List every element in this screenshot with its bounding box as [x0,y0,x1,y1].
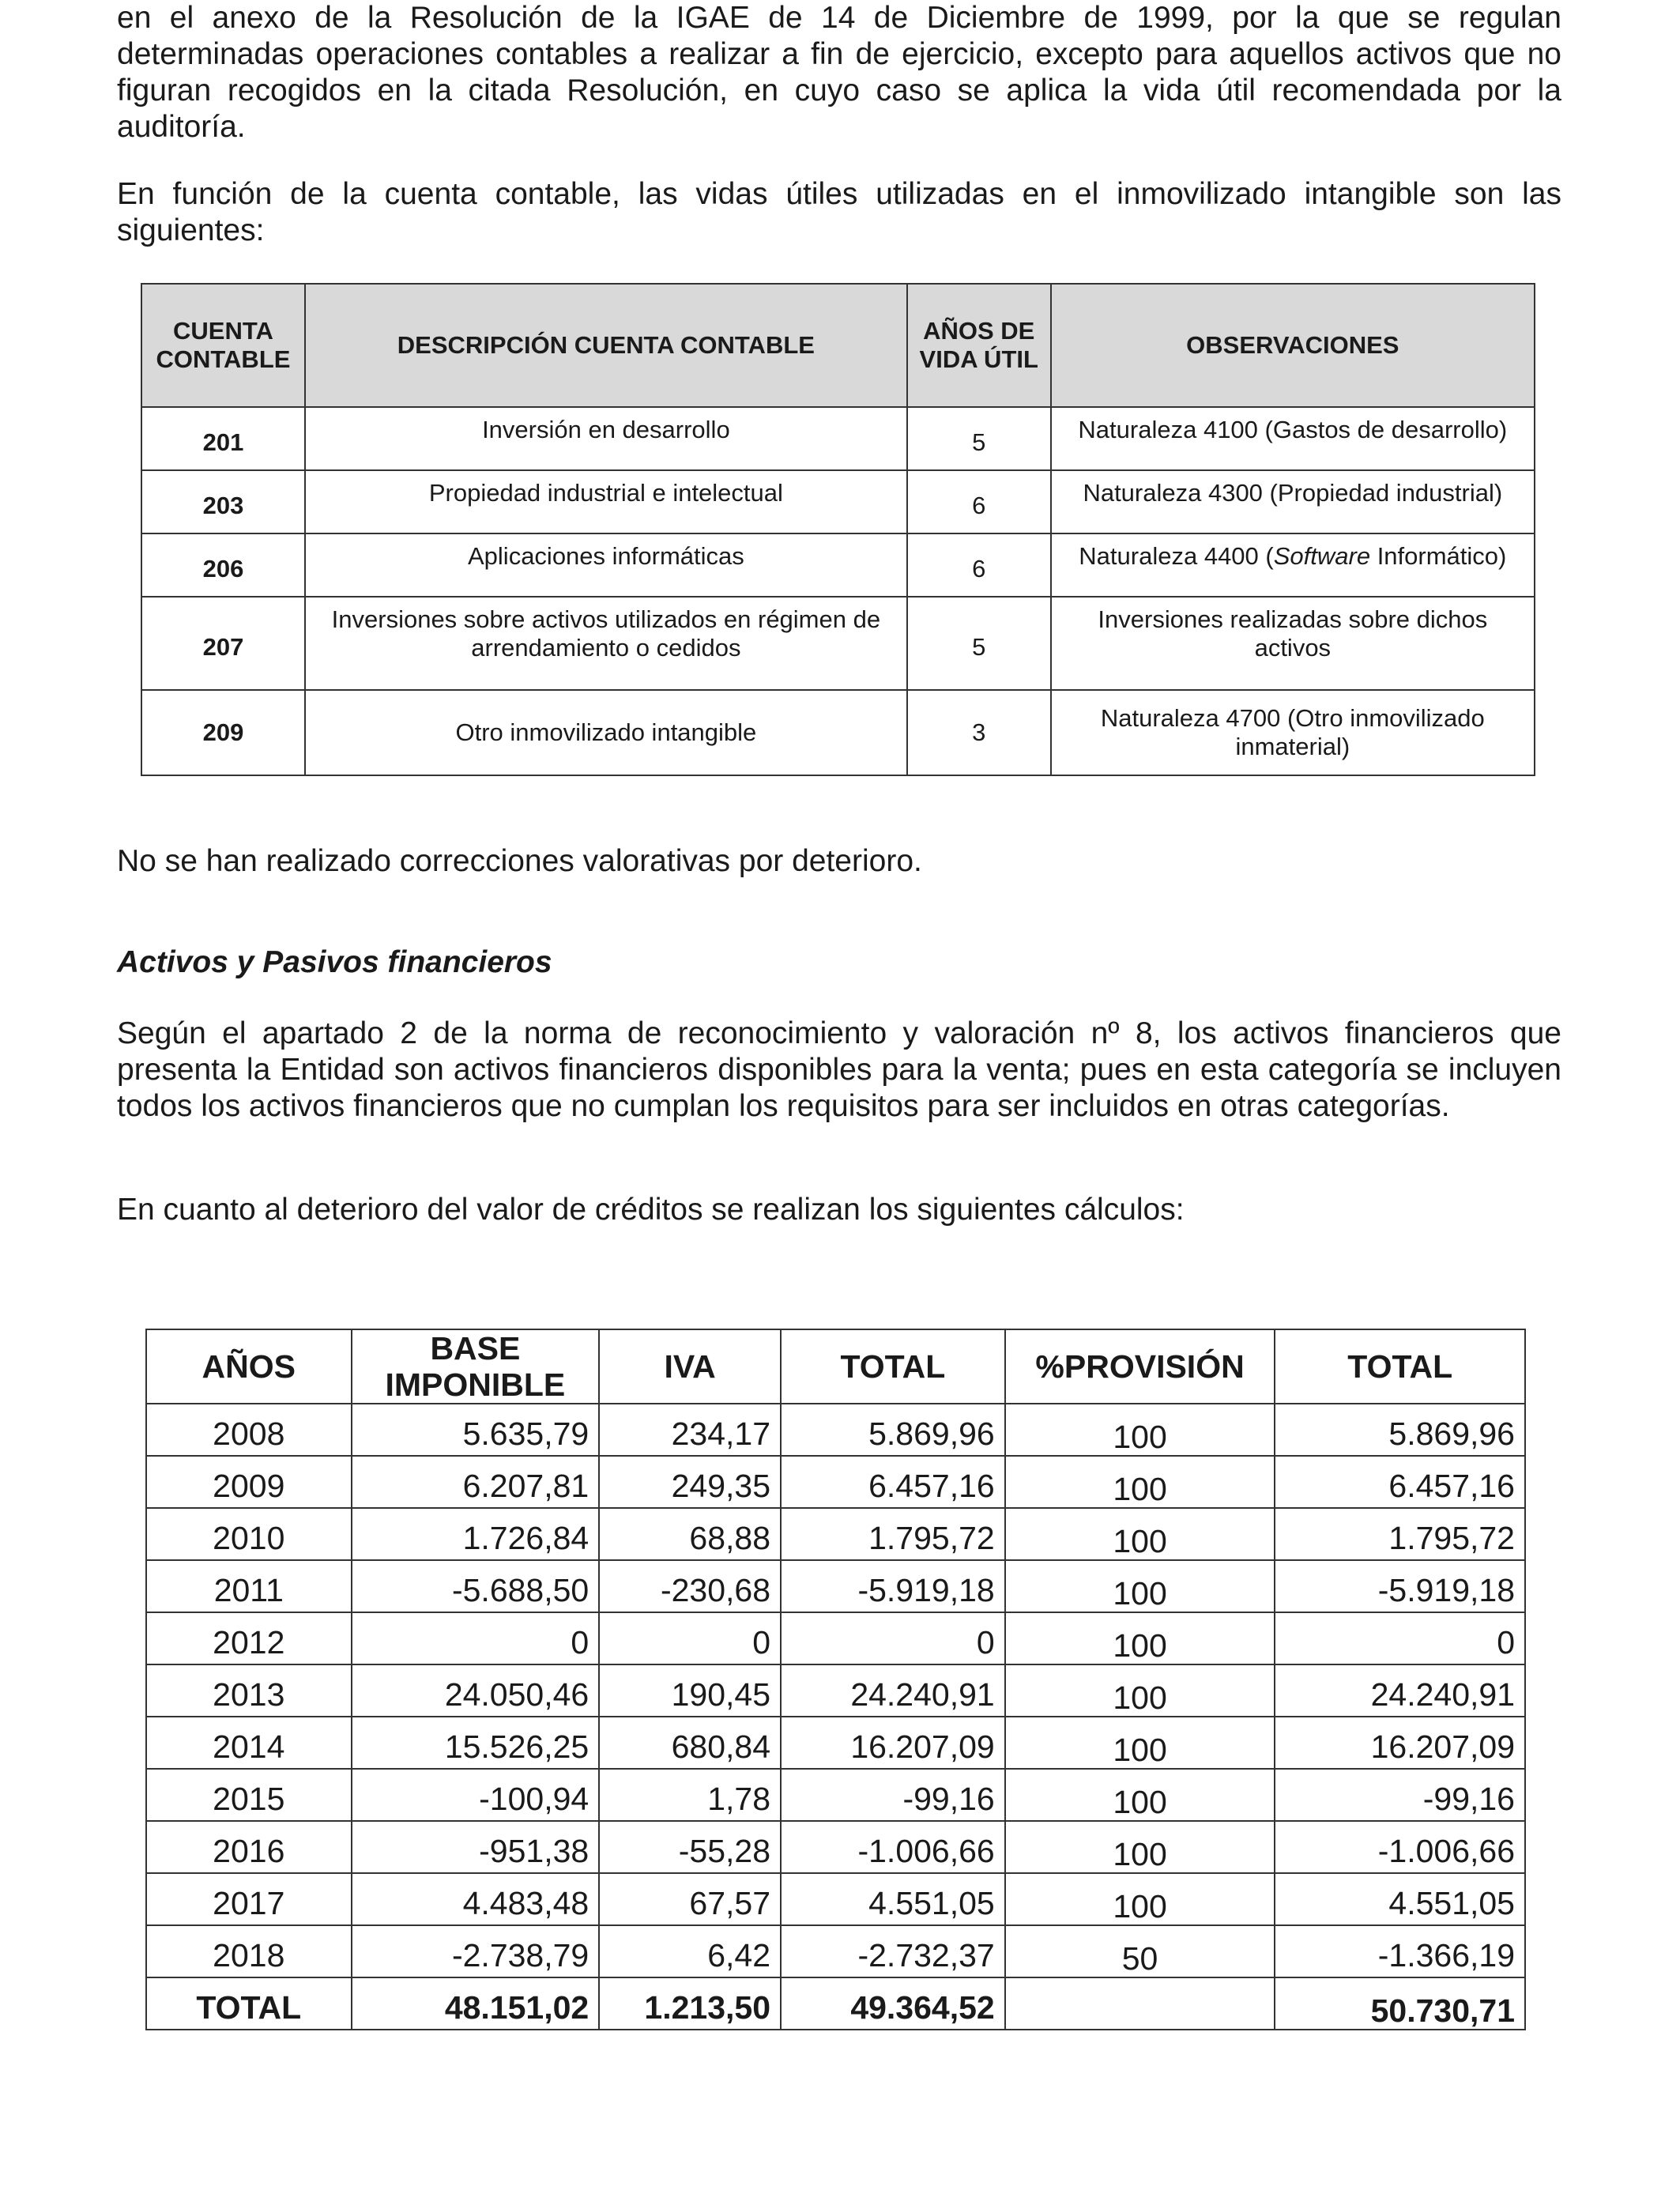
table-row [146,1560,1525,1612]
cell-observaciones [1051,533,1535,597]
table-row [146,1508,1525,1560]
cell-iva: 234,17 [599,1404,781,1456]
cell-total: 5.869,96 [781,1404,1005,1456]
cell-total: -2.732,37 [781,1925,1005,1977]
obs-text-c: Informático) [1370,542,1507,570]
cell-total: -1.006,66 [781,1821,1005,1873]
cell-provision: 100 [1005,1664,1275,1717]
cell-base: -2.738,79 [352,1925,600,1977]
cell-observaciones: Inversiones realizadas sobre dichos activos [1051,597,1535,690]
cell-total-provisionado: -99,16 [1275,1769,1525,1821]
cell-iva: 0 [599,1612,781,1664]
table-row [146,1404,1525,1456]
paragraph-calculos-intro: En cuanto al deterioro del valor de créditos se realizan los siguientes cálculos: [117,1193,1185,1227]
cell-year: 2016 [146,1821,352,1873]
cell-total-provisionado: 1.795,72 [1275,1508,1525,1560]
header-total-provisionado: TOTAL [1275,1329,1525,1404]
cell-total: 24.240,91 [781,1664,1005,1717]
cell-descripcion: Inversiones sobre activos utilizados en régimen de arrendamiento o cedidos [305,597,907,690]
cell-total: -5.919,18 [781,1560,1005,1612]
table-row [141,407,1535,470]
cell-year: 2010 [146,1508,352,1560]
cell-base: 4.483,48 [352,1873,600,1925]
cell-year: 2013 [146,1664,352,1717]
cell-total-provisionado: 24.240,91 [1275,1664,1525,1717]
cell-year: 2011 [146,1560,352,1612]
cell-base: -5.688,50 [352,1560,600,1612]
cell-total-provisionado: 5.869,96 [1275,1404,1525,1456]
cell-cuenta: 201 [141,407,305,470]
cell-total-provisionado: -5.919,18 [1275,1560,1525,1612]
obs-text-a: Naturaleza 4400 ( [1079,542,1274,570]
header-cuenta-contable: CUENTA CONTABLE [141,284,305,407]
table-row [141,533,1535,597]
table-row [146,1925,1525,1977]
cell-iva: 67,57 [599,1873,781,1925]
cell-provision: 100 [1005,1821,1275,1873]
cell-year: 2009 [146,1456,352,1508]
cell-year: 2014 [146,1717,352,1769]
cell-iva: 190,45 [599,1664,781,1717]
cell-total-provisionado: 50.730,71 [1275,1977,1525,2030]
cell-cuenta: 207 [141,597,305,690]
table-row [146,1456,1525,1508]
header-provision: %PROVISIÓN [1005,1329,1275,1404]
table-row [146,1612,1525,1664]
cell-total: 4.551,05 [781,1873,1005,1925]
table-row [141,597,1535,690]
cell-observaciones: Naturaleza 4700 (Otro inmovilizado inmaterial) [1051,690,1535,775]
table-row [146,1664,1525,1717]
cell-iva: 6,42 [599,1925,781,1977]
cell-anos: 5 [907,597,1051,690]
section-heading: Activos y Pasivos financieros [117,945,552,979]
cell-total-provisionado: 16.207,09 [1275,1717,1525,1769]
cell-year: 2015 [146,1769,352,1821]
cell-total: 0 [781,1612,1005,1664]
cell-base: 24.050,46 [352,1664,600,1717]
table-row [141,470,1535,533]
cell-iva: -230,68 [599,1560,781,1612]
cell-observaciones: Naturaleza 4300 (Propiedad industrial) [1051,470,1535,533]
paragraph-activos-financieros: Según el apartado 2 de la norma de reconocimiento y valoración nº 8, los activos financieros que presenta la Entidad son activos financieros disponibles para la venta; pues en esta categoría se incluyen todos los activos financieros que no cumplan los requisitos para ser incluidos en otras categorías. [117,1016,1561,1123]
cell-base: -951,38 [352,1821,600,1873]
cell-anos: 3 [907,690,1051,775]
cell-iva: 68,88 [599,1508,781,1560]
cell-total-label: TOTAL [146,1977,352,2030]
cell-iva: 1,78 [599,1769,781,1821]
cell-base: -100,94 [352,1769,600,1821]
cell-iva: 249,35 [599,1456,781,1508]
cell-provision: 100 [1005,1456,1275,1508]
table-row [146,1873,1525,1925]
cell-total: -99,16 [781,1769,1005,1821]
cell-base: 0 [352,1612,600,1664]
table-total-row [146,1977,1525,2030]
header-observaciones: OBSERVACIONES [1051,284,1535,407]
header-total: TOTAL [781,1329,1005,1404]
cell-provision: 100 [1005,1508,1275,1560]
cell-total-provisionado: 0 [1275,1612,1525,1664]
table-row [141,690,1535,775]
cell-cuenta: 203 [141,470,305,533]
cell-total-iva: 1.213,50 [599,1977,781,2030]
header-base-imponible: BASE IMPONIBLE [352,1329,600,1404]
cell-year: 2008 [146,1404,352,1456]
cell-anos: 6 [907,470,1051,533]
cell-total-provisionado: 4.551,05 [1275,1873,1525,1925]
cell-provision: 100 [1005,1612,1275,1664]
cell-base: 5.635,79 [352,1404,600,1456]
cell-year: 2017 [146,1873,352,1925]
cell-provision: 100 [1005,1717,1275,1769]
paragraph-igae: en el anexo de la Resolución de la IGAE de 14 de Diciembre de 1999, por la que se regulan determinadas operaciones contables a realizar a fin de ejercicio, excepto para aquellos activos que no figuran recogidos en la citada Resolución, en cuyo caso se aplica la vida útil recomendada por la auditoría. [117,1,1561,144]
cell-provision: 100 [1005,1560,1275,1612]
cell-total: 16.207,09 [781,1717,1005,1769]
header-iva: IVA [599,1329,781,1404]
cell-descripcion: Inversión en desarrollo [305,407,907,470]
cell-total-base: 48.151,02 [352,1977,600,2030]
cell-base: 6.207,81 [352,1456,600,1508]
header-descripcion: DESCRIPCIÓN CUENTA CONTABLE [305,284,907,407]
cell-provision: 100 [1005,1873,1275,1925]
cell-descripcion: Otro inmovilizado intangible [305,690,907,775]
cell-total: 6.457,16 [781,1456,1005,1508]
cell-iva: -55,28 [599,1821,781,1873]
cell-base: 1.726,84 [352,1508,600,1560]
table-row [146,1821,1525,1873]
cell-total: 1.795,72 [781,1508,1005,1560]
credit-impairment-table [145,1329,1526,2030]
cell-total-provisionado: -1.006,66 [1275,1821,1525,1873]
header-anos: AÑOS [146,1329,352,1404]
header-anos-vida-util: AÑOS DE VIDA ÚTIL [907,284,1051,407]
cell-anos: 5 [907,407,1051,470]
useful-life-table [141,283,1535,776]
cell-observaciones: Naturaleza 4100 (Gastos de desarrollo) [1051,407,1535,470]
cell-cuenta: 206 [141,533,305,597]
table-row [146,1769,1525,1821]
table-row [146,1717,1525,1769]
table-header-row [146,1329,1525,1404]
cell-descripcion: Aplicaciones informáticas [305,533,907,597]
cell-iva: 680,84 [599,1717,781,1769]
cell-total-total: 49.364,52 [781,1977,1005,2030]
cell-provision: 100 [1005,1769,1275,1821]
obs-text-software: Software [1273,542,1371,570]
cell-descripcion: Propiedad industrial e intelectual [305,470,907,533]
cell-anos: 6 [907,533,1051,597]
cell-total-provisionado: -1.366,19 [1275,1925,1525,1977]
cell-provision: 50 [1005,1925,1275,1977]
table-header-row [141,284,1535,407]
cell-provision: 100 [1005,1404,1275,1456]
cell-total-provision [1005,1977,1275,2030]
paragraph-vidas-utiles-intro: En función de la cuenta contable, las vidas útiles utilizadas en el inmovilizado intangible son las siguientes: [117,177,1561,247]
cell-year: 2012 [146,1612,352,1664]
cell-cuenta: 209 [141,690,305,775]
cell-base: 15.526,25 [352,1717,600,1769]
cell-year: 2018 [146,1925,352,1977]
paragraph-deterioro: No se han realizado correcciones valorativas por deterioro. [117,844,922,878]
cell-total-provisionado: 6.457,16 [1275,1456,1525,1508]
